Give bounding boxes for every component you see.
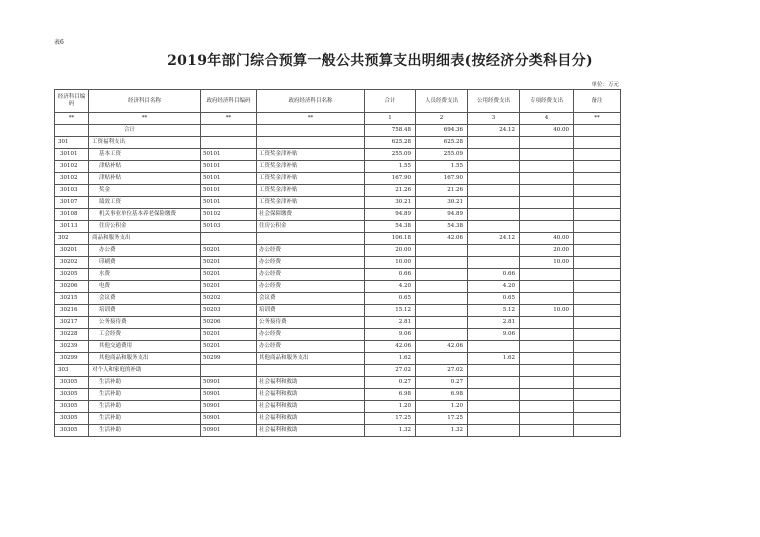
note-cell bbox=[574, 269, 621, 281]
code-cell: 30202 bbox=[55, 257, 89, 269]
personnel-cell bbox=[416, 353, 468, 365]
gov-name-cell: 培训费 bbox=[257, 305, 365, 317]
code-cell: 301 bbox=[55, 137, 89, 149]
note-cell bbox=[574, 413, 621, 425]
gov-code-cell: 50101 bbox=[201, 173, 257, 185]
gov-name-cell: 社会福利和救助 bbox=[257, 401, 365, 413]
index-cell: 3 bbox=[468, 113, 520, 125]
note-cell bbox=[574, 317, 621, 329]
page-title: 2019年部门综合预算一般公共预算支出明细表(按经济分类科目分) bbox=[167, 53, 593, 69]
special-cell bbox=[520, 425, 574, 437]
gov-name-cell: 办公经费 bbox=[257, 341, 365, 353]
table-row bbox=[55, 197, 621, 209]
header-cell-total: 合计 bbox=[365, 90, 416, 113]
personnel-cell bbox=[416, 305, 468, 317]
personnel-cell: 42.06 bbox=[416, 233, 468, 245]
total-cell: 1.55 bbox=[365, 161, 416, 173]
name-cell: 公务接待费 bbox=[89, 317, 201, 329]
total-cell: 106.18 bbox=[365, 233, 416, 245]
total-cell: 1.62 bbox=[365, 353, 416, 365]
special-cell bbox=[520, 341, 574, 353]
name-cell: 其他交通费用 bbox=[89, 341, 201, 353]
table-row bbox=[55, 269, 621, 281]
public-cell bbox=[468, 209, 520, 221]
personnel-cell: 167.90 bbox=[416, 173, 468, 185]
gov-code-cell: 50201 bbox=[201, 281, 257, 293]
code-cell: 30299 bbox=[55, 353, 89, 365]
name-cell: 生活补助 bbox=[89, 377, 201, 389]
personnel-cell: 42.06 bbox=[416, 341, 468, 353]
name-cell: 工会经费 bbox=[89, 329, 201, 341]
special-cell bbox=[520, 173, 574, 185]
code-cell: 30101 bbox=[55, 149, 89, 161]
special-cell bbox=[520, 197, 574, 209]
gov-name-cell: 会议费 bbox=[257, 293, 365, 305]
name-cell: 生活补助 bbox=[89, 389, 201, 401]
table-row bbox=[55, 389, 621, 401]
code-cell: 30305 bbox=[55, 425, 89, 437]
note-cell bbox=[574, 257, 621, 269]
budget-table bbox=[54, 89, 621, 437]
gov-code-cell: 50206 bbox=[201, 317, 257, 329]
public-cell: 5.12 bbox=[468, 305, 520, 317]
personnel-cell: 694.36 bbox=[416, 125, 468, 137]
table-row bbox=[55, 353, 621, 365]
note-cell bbox=[574, 161, 621, 173]
table-row bbox=[55, 425, 621, 437]
name-cell: 机关事业单位基本养老保险缴费 bbox=[89, 209, 201, 221]
total-cell: 20.00 bbox=[365, 245, 416, 257]
special-cell bbox=[520, 329, 574, 341]
gov-name-cell: 工资奖金津补贴 bbox=[257, 149, 365, 161]
name-cell: 会议费 bbox=[89, 293, 201, 305]
public-cell bbox=[468, 425, 520, 437]
gov-code-cell: 50101 bbox=[201, 149, 257, 161]
gov-name-cell: 社会保障缴费 bbox=[257, 209, 365, 221]
note-cell bbox=[574, 209, 621, 221]
table-row bbox=[55, 209, 621, 221]
total-cell: 6.98 bbox=[365, 389, 416, 401]
note-cell bbox=[574, 173, 621, 185]
special-cell bbox=[520, 377, 574, 389]
name-cell: 工资福利支出 bbox=[89, 137, 201, 149]
personnel-cell: 1.20 bbox=[416, 401, 468, 413]
special-cell bbox=[520, 389, 574, 401]
public-cell bbox=[468, 245, 520, 257]
table-body bbox=[55, 113, 621, 437]
gov-code-cell: 50101 bbox=[201, 197, 257, 209]
special-cell bbox=[520, 413, 574, 425]
name-cell: 津贴补贴 bbox=[89, 173, 201, 185]
special-cell: 40.00 bbox=[520, 233, 574, 245]
table-row bbox=[55, 137, 621, 149]
index-cell: ** bbox=[89, 113, 201, 125]
public-cell bbox=[468, 365, 520, 377]
total-cell: 758.48 bbox=[365, 125, 416, 137]
table-row bbox=[55, 365, 621, 377]
gov-code-cell: 50299 bbox=[201, 353, 257, 365]
table-row bbox=[55, 329, 621, 341]
special-cell bbox=[520, 149, 574, 161]
name-cell: 水费 bbox=[89, 269, 201, 281]
note-cell bbox=[574, 221, 621, 233]
index-row bbox=[55, 113, 621, 125]
code-cell: 30205 bbox=[55, 269, 89, 281]
header-cell-name: 经济科目名称 bbox=[89, 90, 201, 113]
note-cell bbox=[574, 377, 621, 389]
code-cell: 30228 bbox=[55, 329, 89, 341]
table-row bbox=[55, 221, 621, 233]
code-cell: 30206 bbox=[55, 281, 89, 293]
code-cell: 30102 bbox=[55, 173, 89, 185]
personnel-cell bbox=[416, 257, 468, 269]
total-cell: 167.90 bbox=[365, 173, 416, 185]
name-cell: 绩效工资 bbox=[89, 197, 201, 209]
table-row bbox=[55, 233, 621, 245]
public-cell: 4.20 bbox=[468, 281, 520, 293]
code-cell: 30217 bbox=[55, 317, 89, 329]
total-cell: 21.26 bbox=[365, 185, 416, 197]
note-cell bbox=[574, 425, 621, 437]
personnel-cell bbox=[416, 245, 468, 257]
name-cell: 生活补助 bbox=[89, 401, 201, 413]
gov-name-cell: 办公经费 bbox=[257, 269, 365, 281]
total-cell: 255.09 bbox=[365, 149, 416, 161]
public-cell: 0.65 bbox=[468, 293, 520, 305]
special-cell bbox=[520, 137, 574, 149]
gov-name-cell: 工资奖金津补贴 bbox=[257, 197, 365, 209]
total-cell: 4.20 bbox=[365, 281, 416, 293]
note-cell bbox=[574, 197, 621, 209]
note-cell bbox=[574, 329, 621, 341]
header-cell-personnel: 人员经费支出 bbox=[416, 90, 468, 113]
public-cell: 2.81 bbox=[468, 317, 520, 329]
name-cell: 电费 bbox=[89, 281, 201, 293]
index-cell: ** bbox=[55, 113, 89, 125]
header-cell-gov-code: 政府经济科目编码 bbox=[201, 90, 257, 113]
personnel-cell: 6.98 bbox=[416, 389, 468, 401]
public-cell bbox=[468, 401, 520, 413]
public-cell bbox=[468, 221, 520, 233]
gov-name-cell: 社会福利和救助 bbox=[257, 389, 365, 401]
gov-name-cell: 其他商品和服务支出 bbox=[257, 353, 365, 365]
table-row bbox=[55, 341, 621, 353]
gov-code-cell: 50103 bbox=[201, 221, 257, 233]
total-cell: 0.27 bbox=[365, 377, 416, 389]
gov-code-cell: 50901 bbox=[201, 425, 257, 437]
gov-code-cell bbox=[201, 233, 257, 245]
total-cell: 1.20 bbox=[365, 401, 416, 413]
note-cell bbox=[574, 341, 621, 353]
special-cell bbox=[520, 281, 574, 293]
note-cell bbox=[574, 401, 621, 413]
public-cell bbox=[468, 257, 520, 269]
note-cell bbox=[574, 389, 621, 401]
note-cell bbox=[574, 353, 621, 365]
gov-name-cell: 社会福利和救助 bbox=[257, 413, 365, 425]
gov-code-cell: 50101 bbox=[201, 185, 257, 197]
table-row bbox=[55, 317, 621, 329]
gov-name-cell: 工资奖金津补贴 bbox=[257, 161, 365, 173]
special-cell bbox=[520, 221, 574, 233]
table-row bbox=[55, 149, 621, 161]
total-cell: 625.28 bbox=[365, 137, 416, 149]
personnel-cell bbox=[416, 269, 468, 281]
public-cell bbox=[468, 413, 520, 425]
note-cell bbox=[574, 305, 621, 317]
public-cell bbox=[468, 185, 520, 197]
public-cell: 0.66 bbox=[468, 269, 520, 281]
name-cell: 奖金 bbox=[89, 185, 201, 197]
note-cell bbox=[574, 233, 621, 245]
code-cell: 30108 bbox=[55, 209, 89, 221]
table-row bbox=[55, 293, 621, 305]
personnel-cell: 1.55 bbox=[416, 161, 468, 173]
note-cell bbox=[574, 293, 621, 305]
personnel-cell: 255.09 bbox=[416, 149, 468, 161]
name-cell: 合计 bbox=[89, 125, 201, 137]
gov-code-cell bbox=[201, 137, 257, 149]
note-cell bbox=[574, 245, 621, 257]
table-row bbox=[55, 245, 621, 257]
index-cell: 1 bbox=[365, 113, 416, 125]
personnel-cell: 94.89 bbox=[416, 209, 468, 221]
code-cell: 30305 bbox=[55, 377, 89, 389]
gov-code-cell: 50901 bbox=[201, 389, 257, 401]
index-cell: ** bbox=[201, 113, 257, 125]
gov-name-cell: 社会福利和救助 bbox=[257, 377, 365, 389]
special-cell: 10.00 bbox=[520, 305, 574, 317]
total-cell: 30.21 bbox=[365, 197, 416, 209]
personnel-cell: 21.26 bbox=[416, 185, 468, 197]
gov-code-cell bbox=[201, 125, 257, 137]
special-cell bbox=[520, 209, 574, 221]
code-cell bbox=[55, 125, 89, 137]
code-cell: 303 bbox=[55, 365, 89, 377]
table-row bbox=[55, 281, 621, 293]
note-cell bbox=[574, 365, 621, 377]
name-cell: 津贴补贴 bbox=[89, 161, 201, 173]
code-cell: 30216 bbox=[55, 305, 89, 317]
total-cell: 1.32 bbox=[365, 425, 416, 437]
gov-code-cell: 50201 bbox=[201, 245, 257, 257]
name-cell: 培训费 bbox=[89, 305, 201, 317]
special-cell bbox=[520, 185, 574, 197]
special-cell bbox=[520, 401, 574, 413]
name-cell: 其他商品和服务支出 bbox=[89, 353, 201, 365]
total-cell: 94.89 bbox=[365, 209, 416, 221]
public-cell bbox=[468, 161, 520, 173]
public-cell: 9.06 bbox=[468, 329, 520, 341]
code-cell: 30305 bbox=[55, 401, 89, 413]
public-cell bbox=[468, 341, 520, 353]
public-cell bbox=[468, 377, 520, 389]
unit-label: 单位：万元 bbox=[591, 82, 619, 88]
gov-code-cell: 50901 bbox=[201, 413, 257, 425]
gov-code-cell: 50101 bbox=[201, 161, 257, 173]
header-cell-gov-name: 政府经济科目名称 bbox=[257, 90, 365, 113]
personnel-cell: 1.32 bbox=[416, 425, 468, 437]
table-row bbox=[55, 161, 621, 173]
personnel-cell bbox=[416, 293, 468, 305]
code-cell: 30305 bbox=[55, 413, 89, 425]
note-cell bbox=[574, 137, 621, 149]
gov-name-cell bbox=[257, 233, 365, 245]
special-cell bbox=[520, 317, 574, 329]
gov-code-cell: 50201 bbox=[201, 329, 257, 341]
gov-code-cell: 50102 bbox=[201, 209, 257, 221]
code-cell: 302 bbox=[55, 233, 89, 245]
index-cell: 4 bbox=[520, 113, 574, 125]
gov-code-cell bbox=[201, 365, 257, 377]
header-cell-special: 专项经费支出 bbox=[520, 90, 574, 113]
table-row bbox=[55, 413, 621, 425]
gov-name-cell: 公务接待费 bbox=[257, 317, 365, 329]
code-cell: 30239 bbox=[55, 341, 89, 353]
code-cell: 30201 bbox=[55, 245, 89, 257]
name-cell: 生活补助 bbox=[89, 413, 201, 425]
note-cell bbox=[574, 281, 621, 293]
index-cell: ** bbox=[257, 113, 365, 125]
gov-code-cell: 50201 bbox=[201, 341, 257, 353]
personnel-cell bbox=[416, 281, 468, 293]
total-cell: 54.38 bbox=[365, 221, 416, 233]
special-cell bbox=[520, 161, 574, 173]
public-cell bbox=[468, 149, 520, 161]
table-row bbox=[55, 305, 621, 317]
public-cell bbox=[468, 173, 520, 185]
public-cell bbox=[468, 389, 520, 401]
public-cell: 24.12 bbox=[468, 125, 520, 137]
gov-code-cell: 50901 bbox=[201, 377, 257, 389]
gov-name-cell: 工资奖金津补贴 bbox=[257, 185, 365, 197]
note-cell bbox=[574, 149, 621, 161]
gov-code-cell: 50203 bbox=[201, 305, 257, 317]
header-row bbox=[55, 90, 621, 113]
total-cell: 9.06 bbox=[365, 329, 416, 341]
note-cell bbox=[574, 185, 621, 197]
table-row bbox=[55, 173, 621, 185]
gov-code-cell: 50201 bbox=[201, 269, 257, 281]
public-cell: 1.62 bbox=[468, 353, 520, 365]
total-cell: 17.25 bbox=[365, 413, 416, 425]
index-cell: ** bbox=[574, 113, 621, 125]
code-cell: 30102 bbox=[55, 161, 89, 173]
gov-name-cell bbox=[257, 365, 365, 377]
name-cell: 对个人和家庭的补助 bbox=[89, 365, 201, 377]
personnel-cell bbox=[416, 329, 468, 341]
gov-name-cell: 办公经费 bbox=[257, 245, 365, 257]
gov-name-cell bbox=[257, 125, 365, 137]
special-cell bbox=[520, 353, 574, 365]
code-cell: 30305 bbox=[55, 389, 89, 401]
personnel-cell: 17.25 bbox=[416, 413, 468, 425]
special-cell bbox=[520, 269, 574, 281]
gov-code-cell: 50202 bbox=[201, 293, 257, 305]
total-cell: 15.12 bbox=[365, 305, 416, 317]
code-cell: 30103 bbox=[55, 185, 89, 197]
public-cell bbox=[468, 137, 520, 149]
gov-name-cell: 住房公积金 bbox=[257, 221, 365, 233]
total-cell: 42.06 bbox=[365, 341, 416, 353]
gov-name-cell: 办公经费 bbox=[257, 257, 365, 269]
header-cell-note: 备注 bbox=[574, 90, 621, 113]
personnel-cell: 54.38 bbox=[416, 221, 468, 233]
personnel-cell: 30.21 bbox=[416, 197, 468, 209]
total-cell: 2.81 bbox=[365, 317, 416, 329]
name-cell: 住房公积金 bbox=[89, 221, 201, 233]
table-row bbox=[55, 401, 621, 413]
code-cell: 30113 bbox=[55, 221, 89, 233]
gov-name-cell bbox=[257, 137, 365, 149]
gov-name-cell: 办公经费 bbox=[257, 281, 365, 293]
personnel-cell: 0.27 bbox=[416, 377, 468, 389]
total-cell: 0.65 bbox=[365, 293, 416, 305]
gov-code-cell: 50201 bbox=[201, 257, 257, 269]
index-cell: 2 bbox=[416, 113, 468, 125]
name-cell: 生活补助 bbox=[89, 425, 201, 437]
table-row bbox=[55, 185, 621, 197]
gov-name-cell: 社会福利和救助 bbox=[257, 425, 365, 437]
name-cell: 办公费 bbox=[89, 245, 201, 257]
table-row bbox=[55, 257, 621, 269]
table-row bbox=[55, 125, 621, 137]
note-cell bbox=[574, 125, 621, 137]
gov-name-cell: 工资奖金津补贴 bbox=[257, 173, 365, 185]
header-cell-public: 公用经费支出 bbox=[468, 90, 520, 113]
public-cell: 24.12 bbox=[468, 233, 520, 245]
special-cell bbox=[520, 365, 574, 377]
personnel-cell: 625.28 bbox=[416, 137, 468, 149]
personnel-cell bbox=[416, 317, 468, 329]
sheet-label: 表6 bbox=[54, 39, 64, 46]
header-cell-code: 经济科目编码 bbox=[55, 90, 89, 113]
name-cell: 商品和服务支出 bbox=[89, 233, 201, 245]
total-cell: 0.66 bbox=[365, 269, 416, 281]
gov-code-cell: 50901 bbox=[201, 401, 257, 413]
special-cell: 40.00 bbox=[520, 125, 574, 137]
total-cell: 10.00 bbox=[365, 257, 416, 269]
special-cell bbox=[520, 293, 574, 305]
gov-name-cell: 办公经费 bbox=[257, 329, 365, 341]
special-cell: 20.00 bbox=[520, 245, 574, 257]
table-row bbox=[55, 377, 621, 389]
public-cell bbox=[468, 197, 520, 209]
name-cell: 基本工资 bbox=[89, 149, 201, 161]
special-cell: 10.00 bbox=[520, 257, 574, 269]
code-cell: 30107 bbox=[55, 197, 89, 209]
code-cell: 30215 bbox=[55, 293, 89, 305]
personnel-cell: 27.02 bbox=[416, 365, 468, 377]
name-cell: 印刷费 bbox=[89, 257, 201, 269]
total-cell: 27.02 bbox=[365, 365, 416, 377]
